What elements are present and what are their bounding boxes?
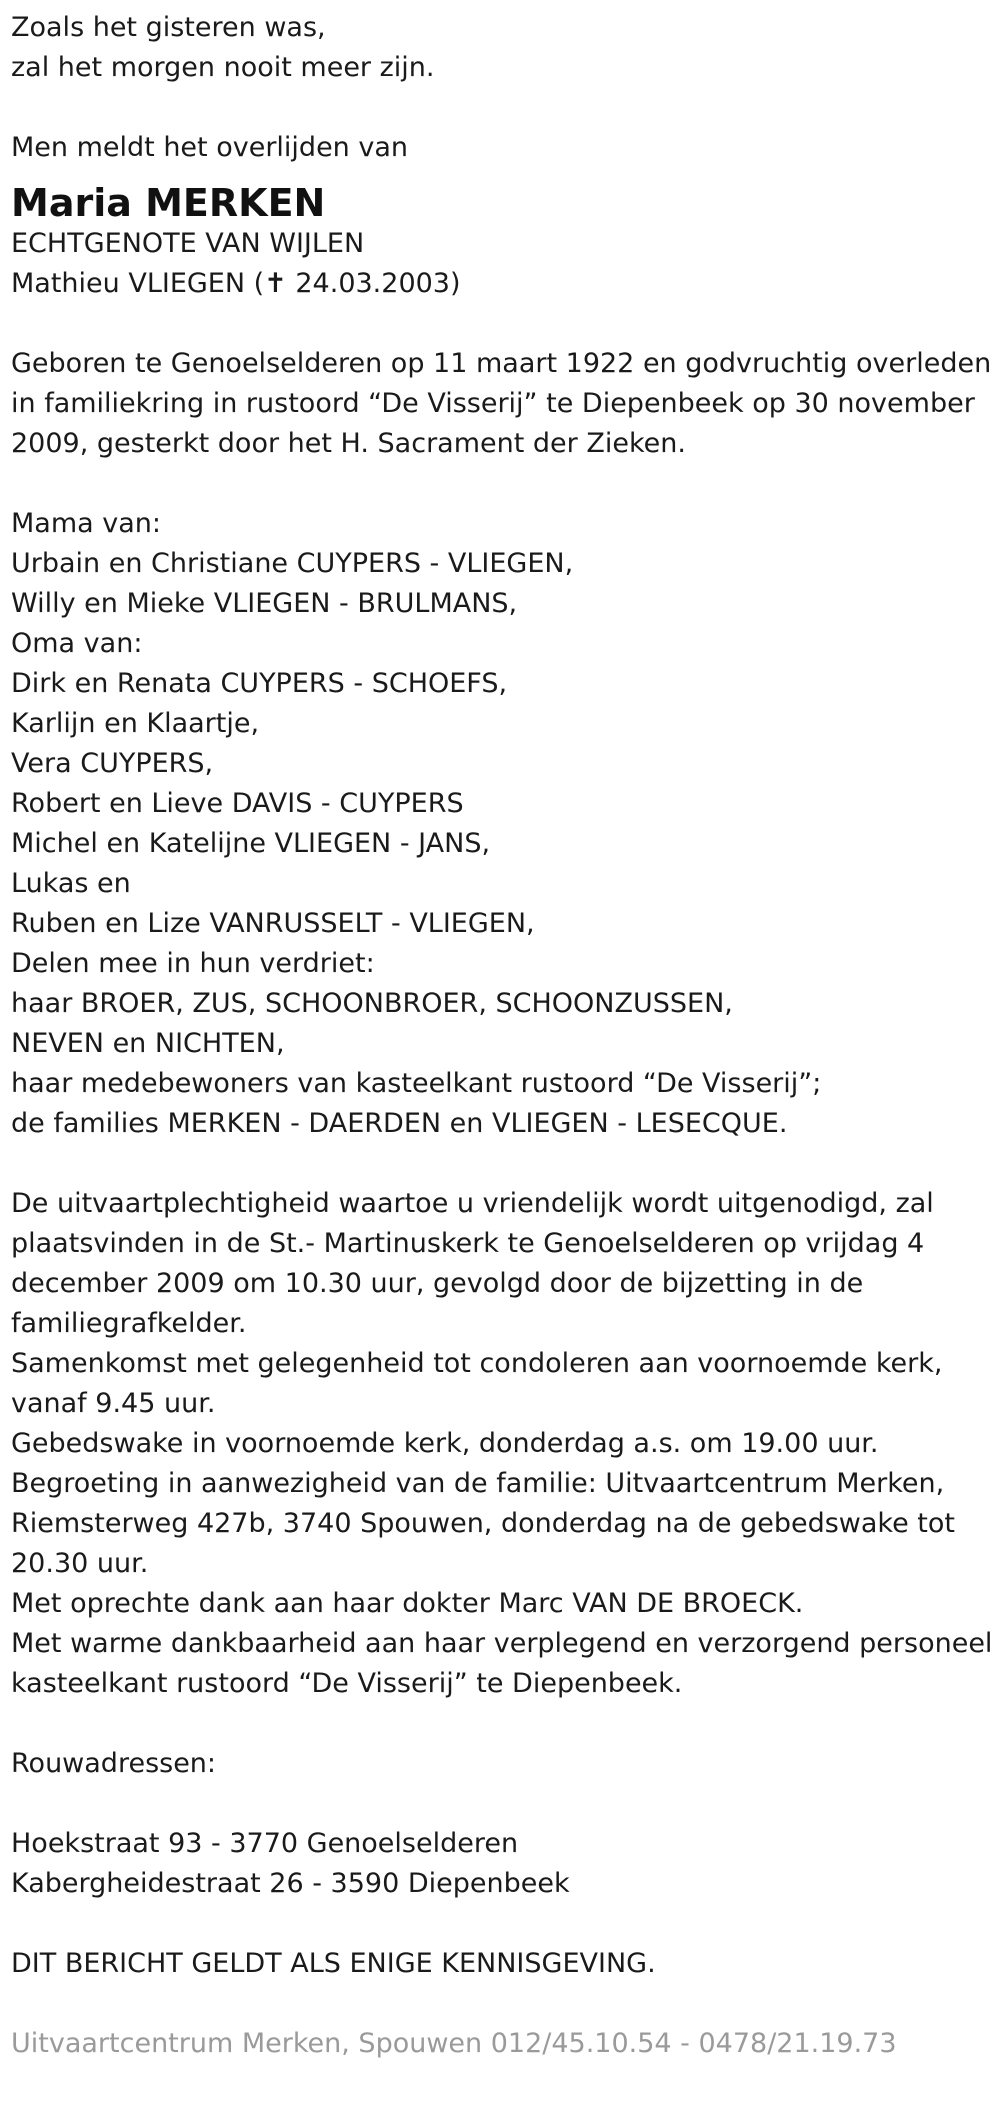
spacer — [11, 1984, 1000, 2024]
ceremony-paragraph — [11, 1184, 1000, 1704]
family-line: haar medebewoners van kasteelkant rustoord “De Visserij”; — [11, 1068, 822, 1099]
family-line: Mama van: — [11, 508, 162, 539]
ceremony-line: Gebedswake in voornoemde kerk, donderdag a.s. om 19.00 uur. — [11, 1428, 879, 1459]
paragraph-line: 2009, gesterkt door het H. Sacrament der Zieken. — [11, 428, 686, 459]
address-line: Hoekstraat 93 - 3770 Genoelselderen — [11, 1828, 519, 1859]
relation-text: ECHTGENOTE VAN WIJLEN — [11, 228, 365, 259]
ceremony-line: kasteelkant rustoord “De Visserij” te Diepenbeek. — [11, 1668, 683, 1699]
intro-line-1: Zoals het gisteren was, — [11, 12, 326, 43]
ceremony-line: december 2009 om 10.30 uur, gevolgd door de bijzetting in de — [11, 1268, 864, 1299]
family-line: haar BROER, ZUS, SCHOONBROER, SCHOONZUSSEN, — [11, 988, 733, 1019]
ceremony-line: Met oprechte dank aan haar dokter Marc VAN DE BROECK. — [11, 1588, 804, 1619]
spacer — [11, 464, 1000, 504]
spacer — [11, 304, 1000, 344]
spacer — [11, 1904, 1000, 1944]
family-line: Willy en Mieke VLIEGEN - BRULMANS, — [11, 588, 518, 619]
family-line: Dirk en Renata CUYPERS - SCHOEFS, — [11, 668, 508, 699]
announcement-text: Men meldt het overlijden van — [11, 132, 409, 163]
ceremony-line: Met warme dankbaarheid aan haar verplegend en verzorgend personeel — [11, 1628, 993, 1659]
spouse-text: Mathieu VLIEGEN (✝ 24.03.2003) — [11, 268, 461, 299]
addresses-heading: Rouwadressen: — [11, 1748, 217, 1779]
family-line: Lukas en — [11, 868, 131, 899]
ceremony-line: Begroeting in aanwezigheid van de familie: Uitvaartcentrum Merken, — [11, 1468, 945, 1499]
family-line: Karlijn en Klaartje, — [11, 708, 260, 739]
family-line: de families MERKEN - DAERDEN en VLIEGEN - LESECQUE. — [11, 1108, 788, 1139]
ceremony-line: Riemsterweg 427b, 3740 Spouwen, donderdag na de gebedswake tot — [11, 1508, 955, 1539]
spacer — [11, 88, 1000, 128]
spacer — [11, 1784, 1000, 1824]
birth-death-paragraph — [11, 344, 1000, 464]
family-list — [11, 504, 1000, 1144]
family-line: Vera CUYPERS, — [11, 748, 214, 779]
ceremony-line: De uitvaartplechtigheid waartoe u vriendelijk wordt uitgenodigd, zal — [11, 1188, 934, 1219]
address-line: Kabergheidestraat 26 - 3590 Diepenbeek — [11, 1868, 570, 1899]
ceremony-line: familiegrafkelder. — [11, 1308, 247, 1339]
family-line: NEVEN en NICHTEN, — [11, 1028, 285, 1059]
ceremony-line: plaatsvinden in de St.- Martinuskerk te Genoelselderen op vrijdag 4 — [11, 1228, 925, 1259]
address-list — [11, 1824, 1000, 1904]
deceased-name: Maria MERKEN — [11, 181, 326, 225]
family-line: Ruben en Lize VANRUSSELT - VLIEGEN, — [11, 908, 535, 939]
family-line: Michel en Katelijne VLIEGEN - JANS, — [11, 828, 491, 859]
ceremony-line: vanaf 9.45 uur. — [11, 1388, 216, 1419]
family-line: Delen mee in hun verdriet: — [11, 948, 375, 979]
family-line: Oma van: — [11, 628, 143, 659]
paragraph-line: in familiekring in rustoord “De Visserij” te Diepenbeek op 30 november — [11, 388, 975, 419]
family-line: Robert en Lieve DAVIS - CUYPERS — [11, 788, 464, 819]
spacer — [11, 1704, 1000, 1744]
intro-line-2: zal het morgen nooit meer zijn. — [11, 52, 435, 83]
ceremony-line: Samenkomst met gelegenheid tot condoleren aan voornoemde kerk, — [11, 1348, 943, 1379]
funeral-home-footer: Uitvaartcentrum Merken, Spouwen 012/45.10.54 - 0478/21.19.73 — [11, 2028, 897, 2059]
ceremony-line: 20.30 uur. — [11, 1548, 149, 1579]
paragraph-line: Geboren te Genoelselderen op 11 maart 1922 en godvruchtig overleden — [11, 348, 992, 379]
family-line: Urbain en Christiane CUYPERS - VLIEGEN, — [11, 548, 574, 579]
notice-text: DIT BERICHT GELDT ALS ENIGE KENNISGEVING. — [11, 1948, 656, 1979]
spacer — [11, 1144, 1000, 1184]
